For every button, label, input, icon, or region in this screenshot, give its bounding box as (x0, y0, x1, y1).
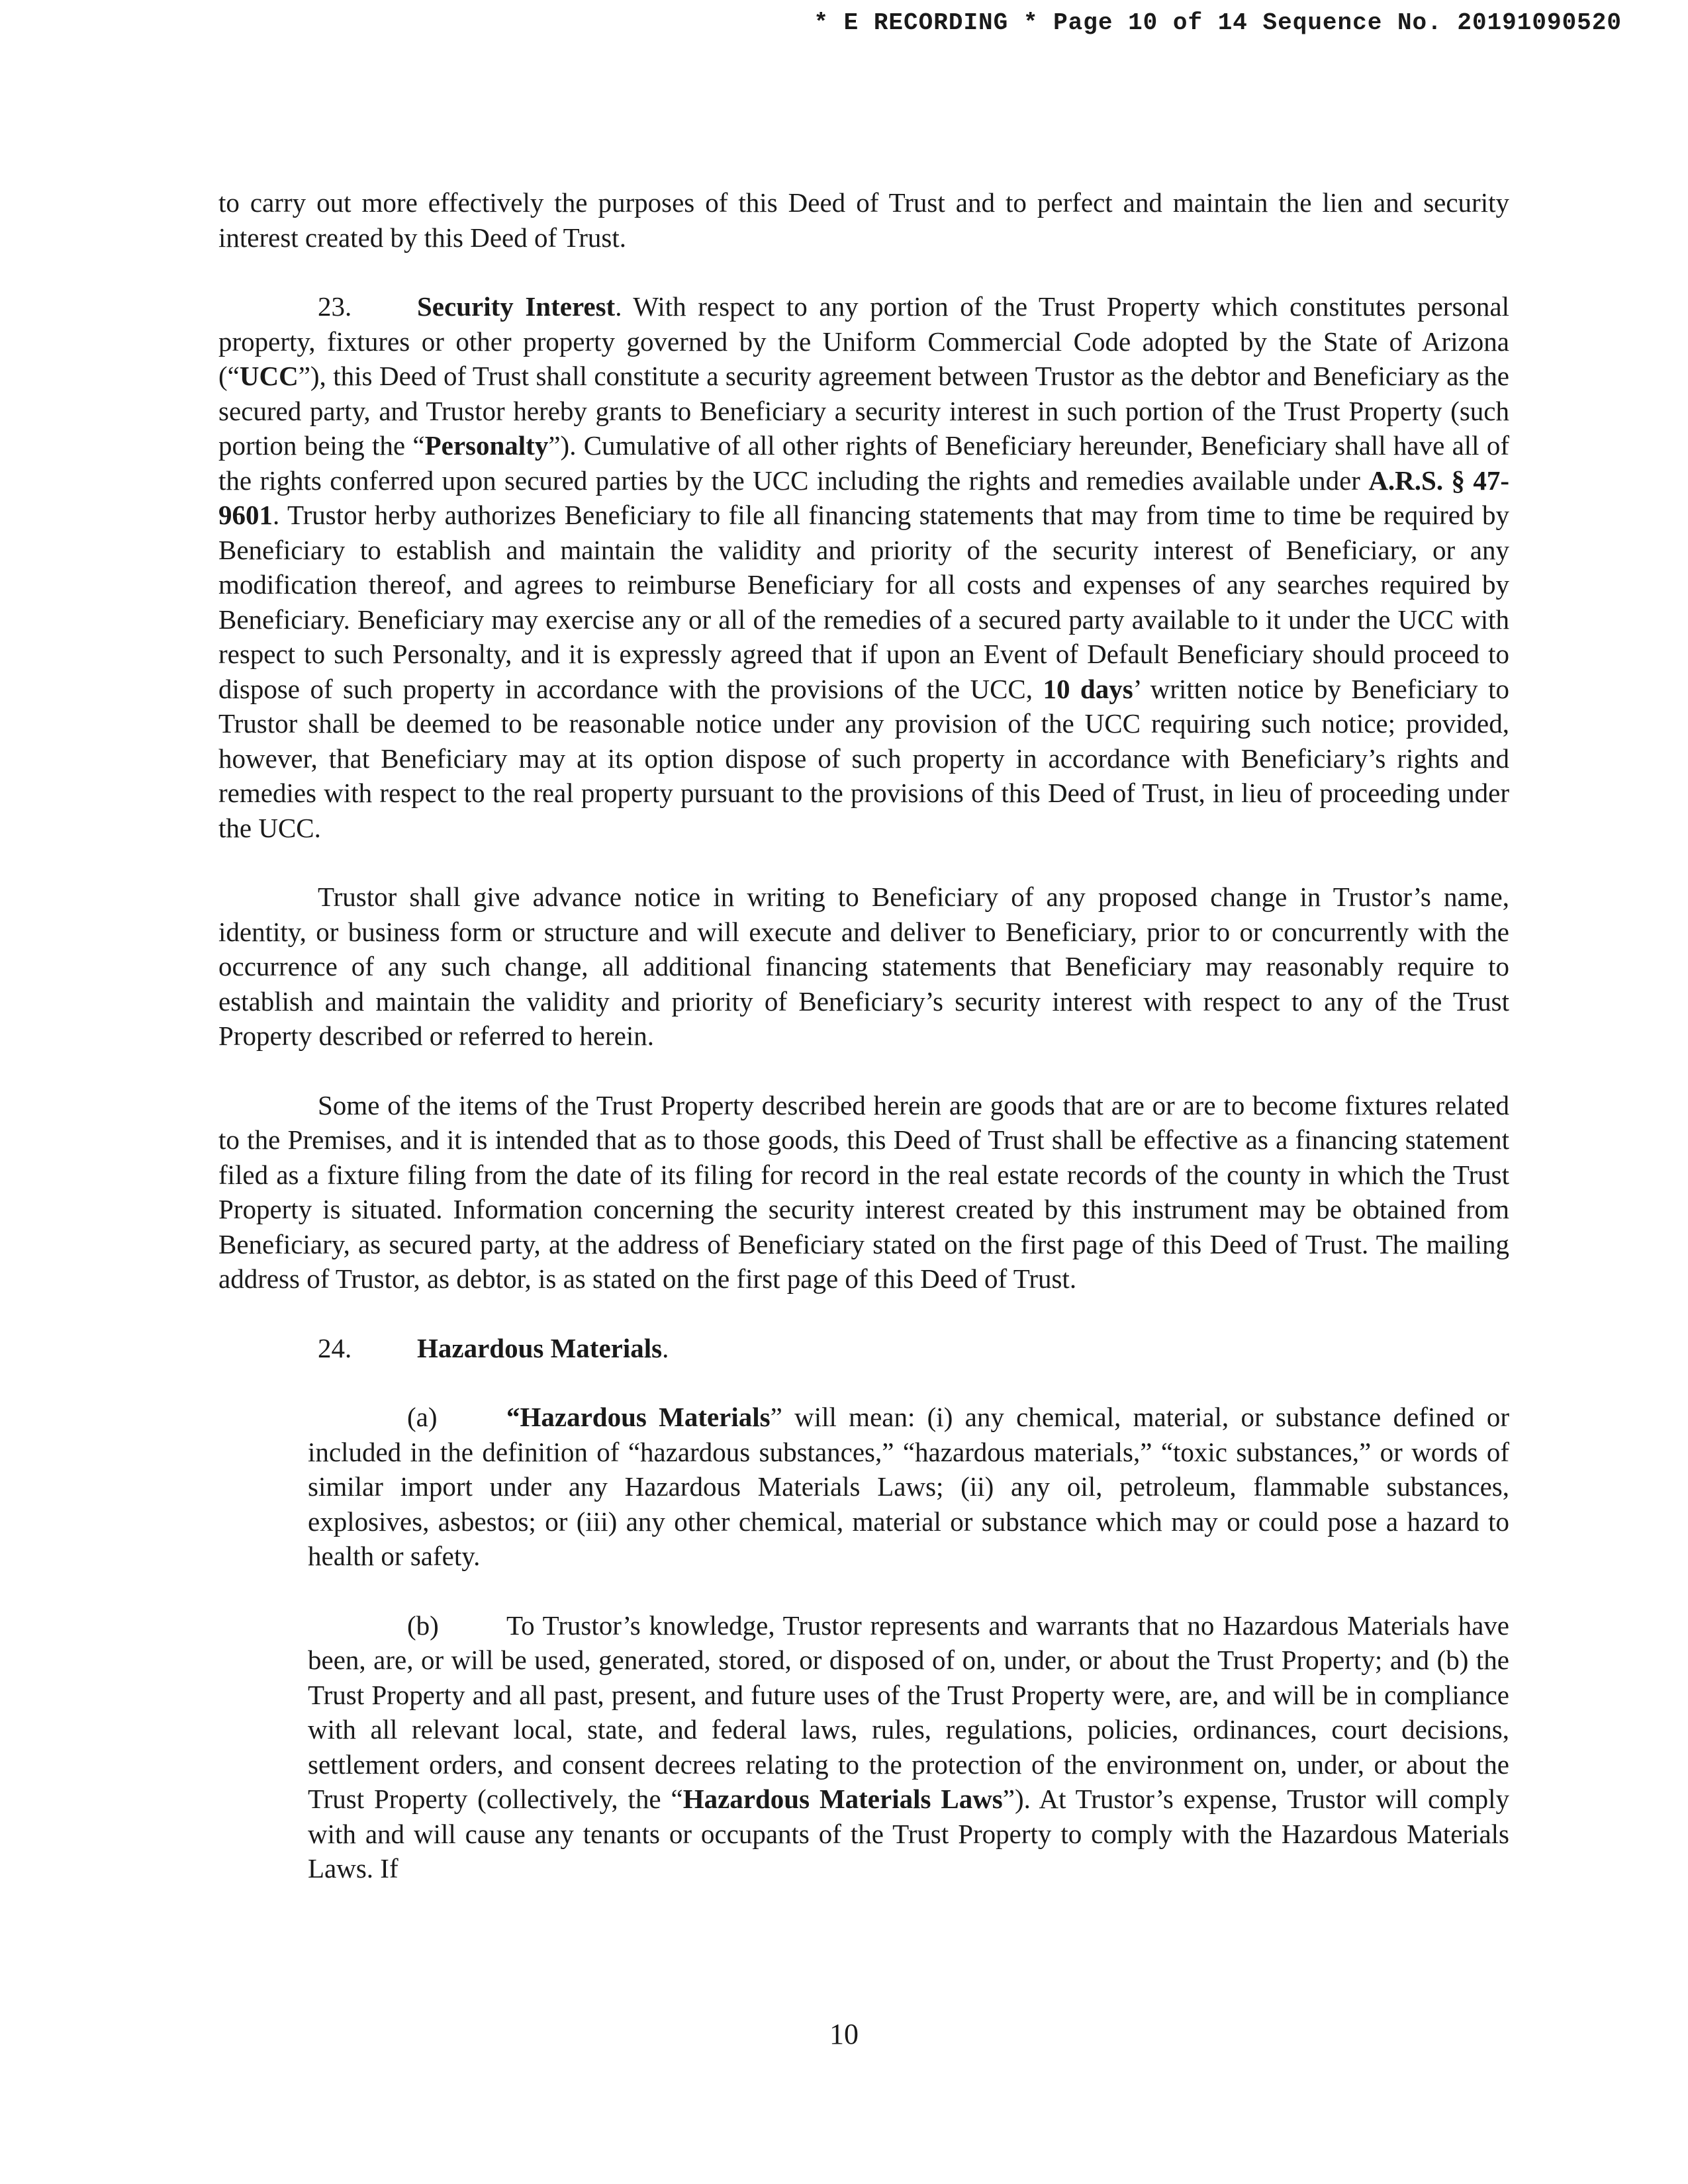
paragraph-text: To Trustor’s knowledge, Trustor represents and warrants that no Hazardous Materials have been, are, or will be used, generated, stored, or disposed of on, under, or about the Trust Property; and (b) the Trust Property and all past, present, and future uses of the Trust Property were, are, and will be in compliance with all relevant local, state, and federal laws, rules, regulations, policies, ordinances, court decisions, settlement orders, and consent decrees relating to the protection of the environment on, under, or about the Trust Property (collectively, the “ (308, 1610, 1509, 1814)
section-24-hazardous-materials (218, 1331, 1509, 1366)
statute-reference: A.R.S. § 47-9601 (218, 465, 1509, 530)
section-number: 23. (318, 291, 352, 322)
quote-mark: “ (506, 1402, 520, 1432)
page-number: 10 (829, 2018, 859, 2050)
paragraph-text: ”), this Deed of Trust shall constitute a security agreement between Trustor as the debtor and Beneficiary as the secured party, and Trustor hereby grants to Beneficiary a security interest in such portion of the Trust Property (such portion being the “ (218, 361, 1509, 461)
paragraph-advance-notice (218, 880, 1509, 1054)
paragraph-text: ”). At Trustor’s expense, Trustor will comply with and will cause any tenants or occupants of the Trust Property to comply with the Hazardous Materials Laws. If (308, 1784, 1509, 1884)
paragraph-text: Trustor shall give advance notice in writing to Beneficiary of any proposed change in Trustor’s name, identity, or business form or structure and will execute and deliver to Beneficiary, prior to or concurrently with the occurrence of any such change, all additional financing statements that Beneficiary may reasonably require to establish and maintain the validity and priority of Beneficiary’s security interest with respect to any of the Trust Property described or referred to herein. (218, 882, 1509, 1051)
paragraph-fixture-filing (218, 1088, 1509, 1297)
defined-term-hazardous-materials-laws: Hazardous Materials Laws (682, 1784, 1003, 1814)
document-body (218, 185, 1509, 1886)
notice-period: 10 days (1043, 673, 1133, 704)
recording-header: * E RECORDING * Page 10 of 14 Sequence No. 20191090520 (814, 9, 1622, 36)
paragraph-text: ”). Cumulative of all other rights of Beneficiary hereunder, Beneficiary shall have all of the rights conferred upon secured parties by the UCC including the rights and remedies available under (218, 430, 1509, 496)
subsection-24a (308, 1400, 1509, 1574)
section-title-period: . (662, 1332, 669, 1363)
subsection-label: (b) (407, 1610, 439, 1641)
section-title: Hazardous Materials (417, 1332, 663, 1363)
defined-term-ucc: UCC (239, 361, 299, 391)
paragraph-text: ” will mean: (i) any chemical, material, or substance defined or included in the definition of “hazardous substances,” “hazardous materials,” “toxic substances,” or words of similar import under any Hazardous Materials Laws; (ii) any oil, petroleum, flammable substances, explosives, asbestos; or (iii) any other chemical, material or substance which may or could pose a hazard to health or safety. (308, 1402, 1509, 1571)
paragraph-text: . With respect to any portion of the Trust Property which constitutes personal property, fixtures or other property governed by the Uniform Commercial Code adopted by the State of Arizona (“ (218, 291, 1509, 391)
paragraph-text: to carry out more effectively the purposes of this Deed of Trust and to perfect and maintain the lien and security interest created by this Deed of Trust. (218, 187, 1509, 253)
paragraph-text: ’ written notice by Beneficiary to Trustor shall be deemed to be reasonable notice under any provision of the UCC requiring such notice; provided, however, that Beneficiary may at its option dispose of such property in accordance with Beneficiary’s rights and remedies with respect to the real property pursuant to the provisions of this Deed of Trust, in lieu of proceeding under the UCC. (218, 673, 1509, 843)
section-23-security-interest (218, 289, 1509, 845)
defined-term-hazardous-materials: Hazardous Materials (520, 1402, 771, 1432)
subsection-label: (a) (407, 1402, 438, 1432)
section-title: Security Interest (417, 291, 616, 322)
paragraph-text: Some of the items of the Trust Property described herein are goods that are or are to become fixtures related to the Premises, and it is intended that as to those goods, this Deed of Trust shall be effective as a financing statement filed as a fixture filing from the date of its filing for record in the real estate records of the county in which the Trust Property is situated. Information concerning the security interest created by this instrument may be obtained from Beneficiary, as secured party, at the address of Beneficiary stated on the first page of this Deed of Trust. The mailing address of Trustor, as debtor, is as stated on the first page of this Deed of Trust. (218, 1089, 1509, 1294)
paragraph-continuation (218, 185, 1509, 255)
paragraph-text: . Trustor herby authorizes Beneficiary to file all financing statements that may from time to time be required by Beneficiary to establish and maintain the validity and priority of the security interest of Beneficiary, or any modification thereof, and agrees to reimburse Beneficiary for all costs and expenses of any searches required by Beneficiary. Beneficiary may exercise any or all of the remedies of a secured party available to it under the UCC with respect to such Personalty, and it is expressly agreed that if upon an Event of Default Beneficiary should proceed to dispose of such property in accordance with the provisions of the UCC, (218, 500, 1509, 704)
section-number: 24. (318, 1332, 352, 1363)
defined-term-personalty: Personalty (424, 430, 549, 461)
subsection-24b (308, 1608, 1509, 1886)
